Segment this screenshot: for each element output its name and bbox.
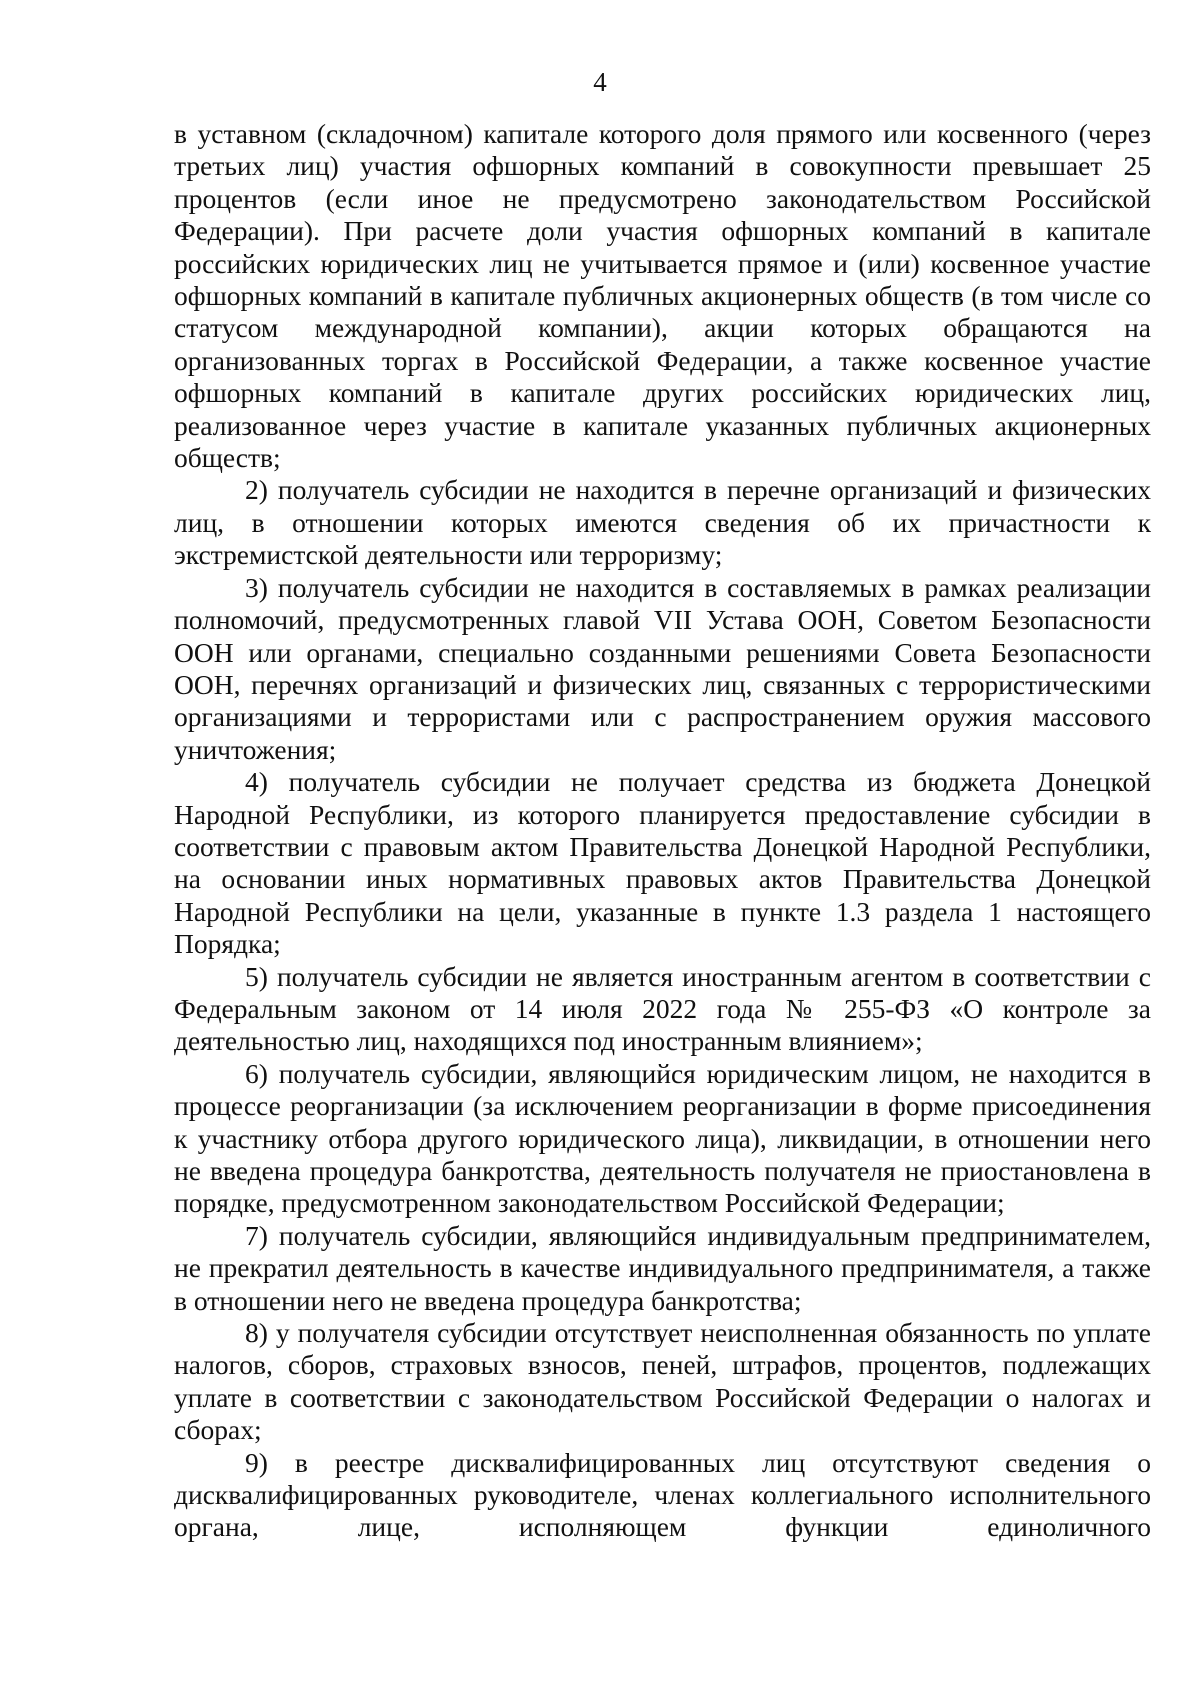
paragraph-item-3: 3) получатель субсидии не находится в составляемых в рамках реализации полномочий, предусмотренных главой VII Устава ООН, Советом Безопасности ООН или органами, специально созданными решениями Совета Безопасности ООН, перечнях организаций и физических лиц, связанных с террористическими организациями и террористами или с распространением оружия массового уничтожения; (174, 571, 1151, 765)
page-number: 4 (593, 67, 607, 97)
paragraph-item-6: 6) получатель субсидии, являющийся юридическим лицом, не находится в процессе реорганизации (за исключением реорганизации в форме присоединения к участнику отбора другого юридического лица), ликвидации, в отношении него не введена процедура банкротства, деятельность получателя не приостановлена в порядке, предусмотренном законодательством Российской Федерации; (174, 1057, 1151, 1219)
paragraph-continuation: в уставном (складочном) капитале которого доля прямого или косвенного (через третьих лиц) участия офшорных компаний в совокупности превышает 25 процентов (если иное не предусмотрено законодательством Российской Федерации). При расчете доли участия офшорных компаний в капитале российских юридических лиц не учитывается прямое и (или) косвенное участие офшорных компаний в капитале публичных акционерных обществ (в том числе со статусом международной компании), акции которых обращаются на организованных торгах в Российской Федерации, а также косвенное участие офшорных компаний в капитале других российских юридических лиц, реализованное через участие в капитале указанных публичных акционерных обществ; (174, 118, 1151, 474)
paragraph-item-5: 5) получатель субсидии не является иностранным агентом в соответствии с Федеральным законом от 14 июля 2022 года № 255-ФЗ «О контроле за деятельностью лиц, находящихся под иностранным влиянием»; (174, 960, 1151, 1057)
paragraph-item-8: 8) у получателя субсидии отсутствует неисполненная обязанность по уплате налогов, сборов, страховых взносов, пеней, штрафов, процентов, подлежащих уплате в соответствии с законодательством Российской Федерации о налогах и сборах; (174, 1317, 1151, 1446)
paragraph-item-7: 7) получатель субсидии, являющийся индивидуальным предпринимателем, не прекратил деятельность в качестве индивидуального предпринимателя, а также в отношении него не введена процедура банкротства; (174, 1219, 1151, 1316)
document-body (174, 118, 1151, 1544)
paragraph-item-9: 9) в реестре дисквалифицированных лиц отсутствуют сведения о дисквалифицированных руководителе, членах коллегиального исполнительного органа, лице, исполняющем функции единоличного (174, 1446, 1151, 1543)
paragraph-item-2: 2) получатель субсидии не находится в перечне организаций и физических лиц, в отношении которых имеются сведения об их причастности к экстремистской деятельности или терроризму; (174, 474, 1151, 571)
paragraph-item-4: 4) получатель субсидии не получает средства из бюджета Донецкой Народной Республики, из которого планируется предоставление субсидии в соответствии с правовым актом Правительства Донецкой Народной Республики, на основании иных нормативных правовых актов Правительства Донецкой Народной Республики на цели, указанные в пункте 1.3 раздела 1 настоящего Порядка; (174, 766, 1151, 960)
